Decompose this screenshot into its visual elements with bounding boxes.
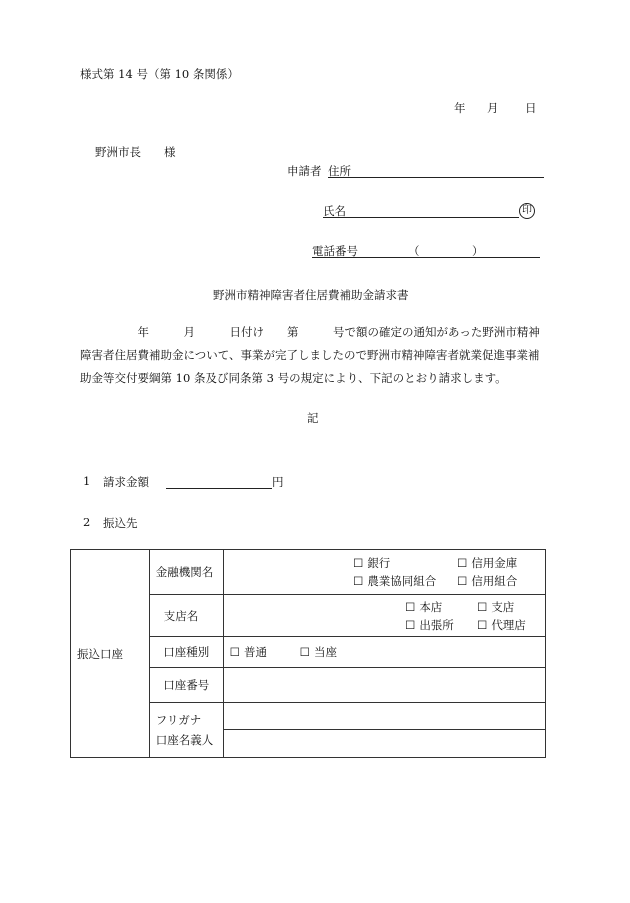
option-label: 信用金庫 [471,556,518,570]
section-label-cell [71,550,150,758]
phone-paren-open: （ [408,244,420,258]
name-label: 氏名 [323,204,346,218]
table-row [71,550,546,595]
amount-unit: 円 [272,475,284,489]
applicant-label: 申請者 [287,164,322,178]
seal-mark: 印 [519,203,535,219]
checkbox-icon: ☐ [405,617,416,632]
phone-label: 電話番号 [312,244,358,258]
option-futsu[interactable] [230,644,300,660]
option-label: 農業協同組合 [367,574,437,588]
account-number-input-cell[interactable] [223,668,545,703]
body-line: 助金等交付要綱第 10 条及び同条第 3 号の規定により、下記のとおり請求します。 [80,371,507,385]
option-shucchojo[interactable] [405,616,477,634]
option-bank[interactable] [353,554,457,572]
phone-field-line[interactable] [312,257,540,258]
branch-label: 支店名 [163,608,199,623]
document-title: 野洲市精神障害者住居費補助金請求書 [213,288,409,302]
account-number-label-cell [149,668,223,703]
option-label: 出張所 [419,617,454,632]
date-year: 年 [454,101,466,115]
checkbox-icon: ☐ [477,599,488,614]
body-line: 障害者住居費補助金について、事業が完了しましたので野洲市精神障害者就業促進事業補 [80,348,540,362]
option-shinkin[interactable] [457,554,533,572]
option-label: 当座 [313,645,337,659]
account-number-label: 口座番号 [163,678,210,692]
transfer-label: 振込先 [103,516,138,530]
institution-options-cell [223,550,545,595]
checkbox-icon: ☐ [299,645,310,659]
ki-heading: 記 [307,411,319,425]
form-number: 様式第 14 号（第 10 条関係） [80,67,239,81]
branch-label-cell [149,595,223,637]
address-label: 住所 [328,164,351,178]
account-type-label: 口座種別 [163,645,210,659]
phone-paren-close: ） [472,244,484,258]
checkbox-icon: ☐ [229,645,240,659]
institution-label: 金融機関名 [155,565,214,579]
furigana-label: フリガナ [155,713,202,727]
holder-label-cell [149,703,223,758]
furigana-input-cell[interactable] [223,703,545,730]
option-honten[interactable] [405,598,477,616]
date-month: 月 [487,101,499,115]
option-label: 本店 [419,599,443,614]
item-2-number: 2 [83,515,91,529]
checkbox-icon: ☐ [457,574,468,588]
amount-label: 請求金額 [103,475,149,489]
holder-name-label: 口座名義人 [155,733,214,747]
option-label: 信用組合 [471,574,518,588]
address-field-line[interactable] [328,177,544,178]
amount-field-line[interactable] [166,488,272,489]
body-paragraph [80,321,552,390]
name-field-line[interactable] [323,217,519,218]
addressee: 野洲市長 様 [95,145,176,159]
option-label: 支店 [491,599,515,614]
item-1-number: 1 [83,474,91,488]
checkbox-icon: ☐ [405,599,416,614]
option-shiten[interactable] [477,598,533,616]
body-line: 年 月 日付け 第 号で額の確定の通知があった野洲市精神 [80,325,540,339]
checkbox-icon: ☐ [353,574,364,588]
transfer-account-label: 振込口座 [77,646,123,661]
account-table [70,549,546,758]
option-label: 銀行 [367,556,391,570]
option-dairiten[interactable] [477,616,533,634]
option-label: 普通 [243,645,267,659]
branch-options-cell [223,595,545,637]
option-nokyo[interactable] [353,572,457,590]
institution-label-cell [149,550,223,595]
account-type-label-cell [149,637,223,668]
account-type-options-cell [223,637,545,668]
checkbox-icon: ☐ [477,617,488,632]
option-label: 代理店 [491,617,526,632]
holder-name-input-cell[interactable] [223,730,545,758]
option-credit-union[interactable] [457,572,533,590]
date-day: 日 [525,101,537,115]
option-toza[interactable] [300,644,337,660]
checkbox-icon: ☐ [457,556,468,570]
checkbox-icon: ☐ [353,556,364,570]
